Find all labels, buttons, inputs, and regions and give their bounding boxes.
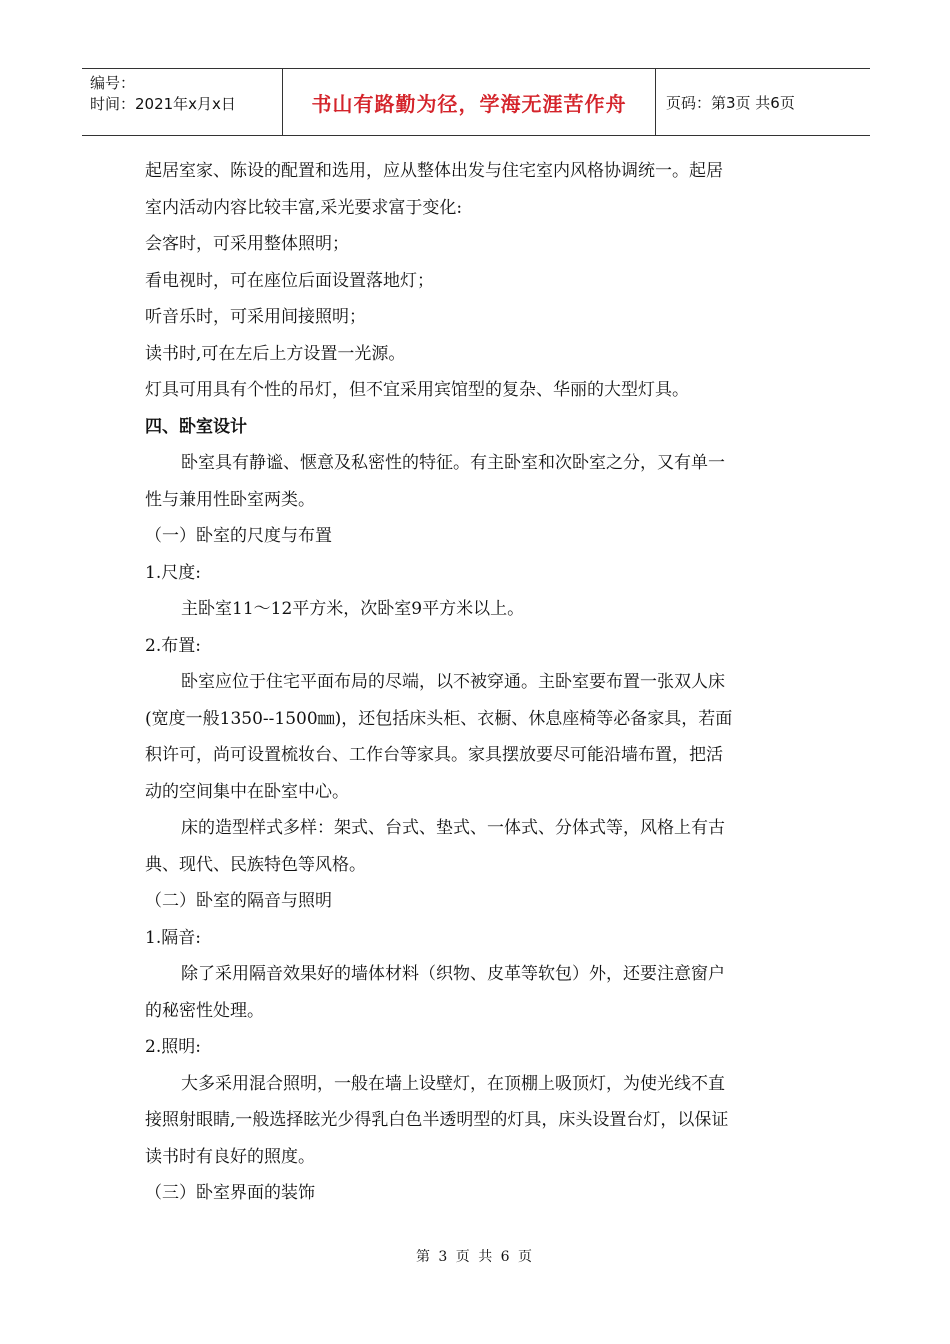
- paragraph-line: 接照射眼睛,一般选择眩光少得乳白色半透明型的灯具，床头设置台灯，以保证: [145, 1110, 729, 1130]
- section-heading: 四、卧室设计: [145, 416, 247, 437]
- paragraph-line: 室内活动内容比较丰富,采光要求富于变化:: [145, 197, 463, 218]
- paragraph-line: 大多采用混合照明，一般在墙上设壁灯，在顶棚上吸顶灯，为使光线不直: [181, 1073, 725, 1094]
- paragraph-line: 除了采用隔音效果好的墙体材料（织物、皮革等软包）外，还要注意窗户: [181, 964, 725, 984]
- header-motto: 书山有路勤为径，学海无涯苦作舟: [311, 91, 627, 116]
- page-header: [82, 68, 870, 136]
- header-page-number: 页码：第3页 共6页: [666, 93, 795, 112]
- paragraph-line: 读书时,可在左后上方设置一光源。: [145, 343, 406, 364]
- paragraph-line: 动的空间集中在卧室中心。: [145, 781, 349, 802]
- paragraph-line: 读书时有良好的照度。: [145, 1146, 315, 1167]
- paragraph-line: 2.布置:: [145, 635, 201, 656]
- paragraph-line: 积许可，尚可设置梳妆台、工作台等家具。家具摆放要尽可能沿墙布置，把活: [145, 745, 723, 765]
- page-footer: 第 3 页 共 6 页: [415, 1249, 535, 1265]
- document-date-label: 时间：2021年x月x日: [90, 95, 236, 113]
- paragraph-line: 2.照明:: [145, 1037, 201, 1057]
- paragraph-line: 起居室家、陈设的配置和选用，应从整体出发与住宅室内风格协调统一。起居: [145, 161, 723, 181]
- paragraph-line: 典、现代、民族特色等风格。: [145, 854, 366, 875]
- paragraph-line: 主卧室11～12平方米，次卧室9平方米以上。: [181, 599, 525, 619]
- header-motto-cell: [283, 69, 656, 135]
- header-page-cell: [656, 69, 870, 135]
- document-number-label: 编号：: [90, 74, 136, 92]
- paragraph-line: 1.尺度:: [145, 562, 201, 583]
- paragraph-line: 灯具可用具有个性的吊灯，但不宜采用宾馆型的复杂、华丽的大型灯具。: [145, 380, 689, 400]
- paragraph-line: 卧室具有静谧、惬意及私密性的特征。有主卧室和次卧室之分，又有单一: [181, 453, 725, 473]
- paragraph-line: 听音乐时，可采用间接照明；: [145, 307, 366, 327]
- paragraph-line: 的秘密性处理。: [145, 1000, 264, 1021]
- paragraph-line: (宽度一般1350--1500㎜)，还包括床头柜、衣橱、休息座椅等必备家具，若面: [145, 708, 733, 729]
- paragraph-line: 看电视时，可在座位后面设置落地灯；: [145, 270, 434, 291]
- paragraph-line: 卧室应位于住宅平面布局的尽端，以不被穿通。主卧室要布置一张双人床: [181, 672, 725, 692]
- paragraph-line: 会客时，可采用整体照明；: [145, 234, 349, 254]
- header-meta: [82, 69, 283, 135]
- paragraph-line: 床的造型样式多样：架式、台式、垫式、一体式、分体式等，风格上有古: [181, 818, 725, 838]
- paragraph-line: （一）卧室的尺度与布置: [145, 526, 332, 546]
- document-body: [145, 153, 810, 1212]
- paragraph-line: （三）卧室界面的装饰: [145, 1183, 315, 1203]
- paragraph-line: 1.隔音:: [145, 927, 201, 948]
- paragraph-line: 性与兼用性卧室两类。: [145, 489, 315, 510]
- paragraph-line: （二）卧室的隔音与照明: [145, 891, 332, 911]
